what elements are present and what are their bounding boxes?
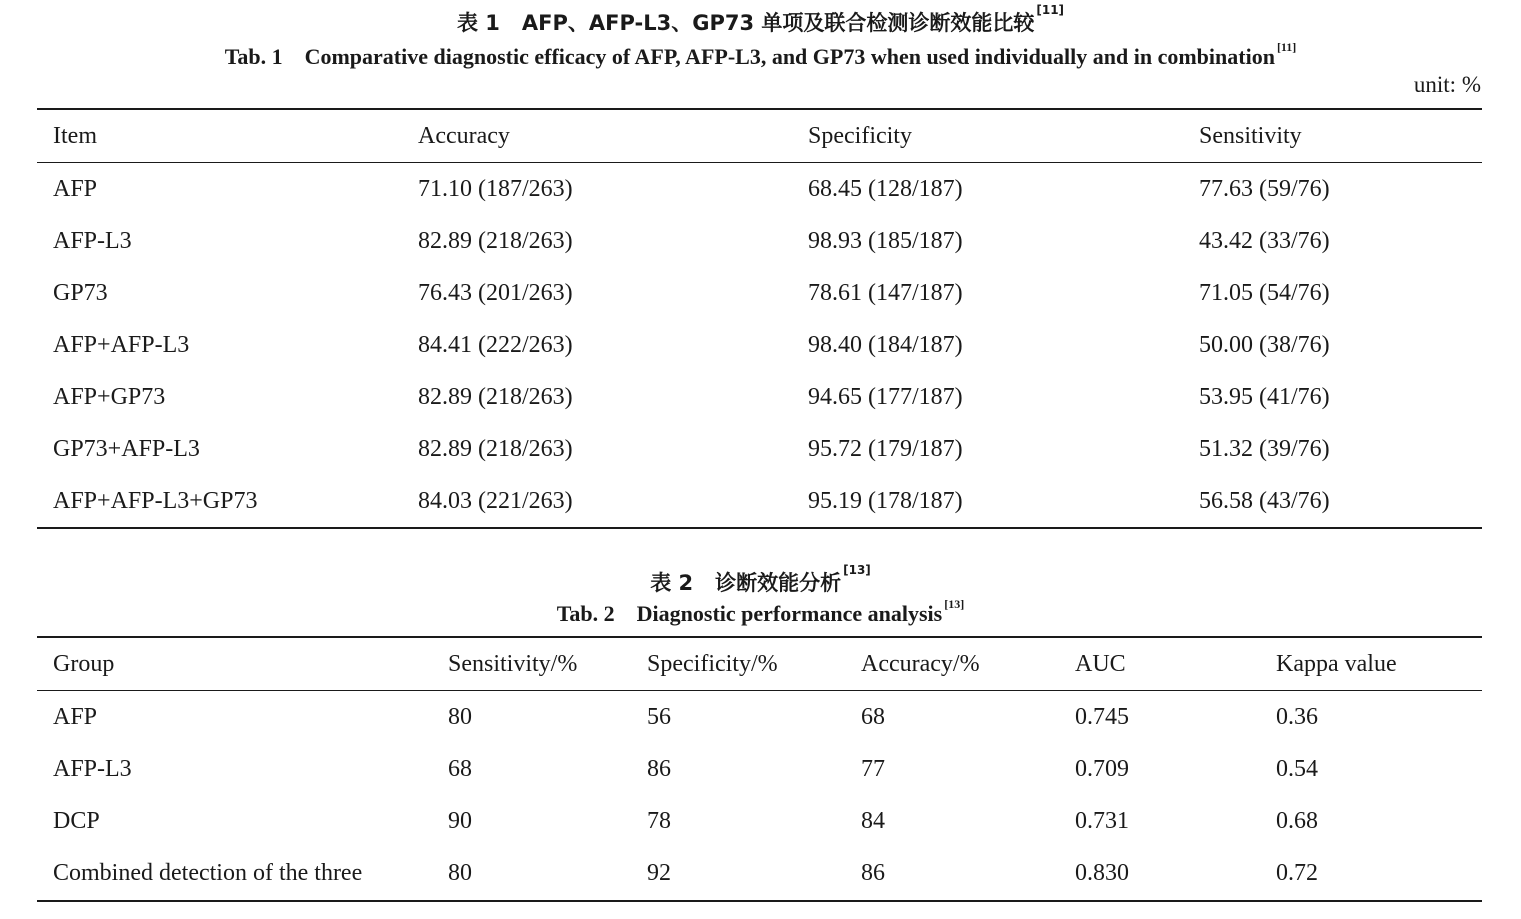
table1-caption-cn [0,3,1521,37]
table1-header-accuracy: Accuracy [418,122,510,149]
table2-header-row [37,637,1482,691]
table2-header-specificity: Specificity/% [647,650,778,677]
table1-cell-specificity: 98.93 (185/187) [808,227,963,254]
table1-cell-sensitivity: 50.00 (38/76) [1199,331,1330,358]
table2-cell-group: Combined detection of the three [53,860,363,887]
table1-cell-specificity: 98.40 (184/187) [808,331,963,358]
table-row [37,163,1482,216]
table1-cell-specificity: 94.65 (177/187) [808,383,963,410]
table-row [37,371,1482,423]
table1-cell-sensitivity: 43.42 (33/76) [1199,227,1330,254]
table2-cell-specificity: 92 [647,860,671,887]
table-row [37,423,1482,475]
table2-cell-accuracy: 84 [861,808,885,835]
table2-header-group: Group [53,650,115,677]
table2-cell-kappa: 0.72 [1276,860,1318,887]
table1-cell-accuracy: 84.03 (221/263) [418,487,573,514]
table2-caption-cn [0,563,1521,597]
table2-cell-accuracy: 68 [861,703,885,730]
table2-caption-cn-number: 表 2 [650,571,694,595]
table2-caption-en-reference: [13] [944,597,965,611]
table-row [37,796,1482,848]
table1-header-item: Item [53,122,97,149]
table2-header-auc: AUC [1075,650,1126,677]
table1-caption-en-text: Comparative diagnostic efficacy of AFP, AFP-L3, and GP73 when used individually and in combination [304,44,1275,69]
table1-caption-en-number: Tab. 1 [224,44,283,69]
table2-cell-sensitivity: 80 [448,703,472,730]
table2-cell-group: AFP [53,703,98,730]
table1-header-sensitivity: Sensitivity [1199,122,1302,149]
table2-cell-auc: 0.731 [1075,808,1129,835]
table1-caption-en [0,40,1521,70]
table1-cell-sensitivity: 71.05 (54/76) [1199,279,1330,306]
table2-cell-kappa: 0.54 [1276,755,1318,782]
table-row [37,691,1482,744]
table2-caption-en-text: Diagnostic performance analysis [636,601,943,626]
table2-header-kappa: Kappa value [1276,650,1397,677]
table2-cell-kappa: 0.36 [1276,703,1318,730]
table1-caption-cn-reference: [11] [1036,3,1065,17]
table1 [37,108,1482,529]
table1-cell-specificity: 95.19 (178/187) [808,487,963,514]
table1-cell-specificity: 95.72 (179/187) [808,435,963,462]
table1-cell-item: GP73 [53,279,108,306]
table-row [37,319,1482,371]
table2 [37,636,1482,902]
table1-unit: unit: % [1413,72,1481,97]
table1-caption-cn-number: 表 1 [456,11,500,35]
table2-cell-sensitivity: 90 [448,808,472,835]
table2-header-sensitivity: Sensitivity/% [448,650,578,677]
table2-caption-cn-reference: [13] [843,563,871,577]
table1-cell-accuracy: 71.10 (187/263) [418,175,573,202]
table1-cell-item: GP73+AFP-L3 [53,435,200,462]
table1-header-row [37,109,1482,163]
table-row [37,848,1482,901]
table1-caption-cn-text: AFP、AFP-L3、GP73 单项及联合检测诊断效能比较 [521,11,1035,35]
table1-cell-item: AFP [53,175,98,202]
table1-cell-item: AFP+GP73 [53,383,166,410]
table2-caption-en [0,597,1521,627]
table1-cell-accuracy: 84.41 (222/263) [418,331,573,358]
table2-cell-sensitivity: 68 [448,755,472,782]
table1-cell-accuracy: 82.89 (218/263) [418,227,573,254]
table1-cell-item: AFP+AFP-L3+GP73 [53,487,258,514]
table2-cell-specificity: 86 [647,755,671,782]
table2-cell-auc: 0.830 [1075,860,1129,887]
table2-cell-group: DCP [53,808,100,835]
table-row [37,743,1482,795]
table1-cell-sensitivity: 53.95 (41/76) [1199,383,1330,410]
table1-header-specificity: Specificity [808,122,912,149]
table2-cell-sensitivity: 80 [448,860,472,887]
table2-cell-specificity: 56 [647,703,671,730]
table2-cell-kappa: 0.68 [1276,808,1318,835]
table-row [37,475,1482,528]
table1-cell-sensitivity: 77.63 (59/76) [1199,175,1330,202]
table2-cell-specificity: 78 [647,808,671,835]
table1-cell-sensitivity: 56.58 (43/76) [1199,487,1330,514]
table1-cell-item: AFP+AFP-L3 [53,331,190,358]
table1-cell-specificity: 68.45 (128/187) [808,175,963,202]
table-row [37,267,1482,319]
table-row [37,215,1482,267]
table2-header-accuracy: Accuracy/% [861,650,980,677]
table2-cell-accuracy: 86 [861,860,885,887]
table1-cell-accuracy: 82.89 (218/263) [418,435,573,462]
table1-cell-sensitivity: 51.32 (39/76) [1199,435,1330,462]
table1-cell-accuracy: 82.89 (218/263) [418,383,573,410]
table2-caption-en-number: Tab. 2 [556,601,615,626]
table2-cell-auc: 0.709 [1075,755,1129,782]
table2-cell-auc: 0.745 [1075,703,1129,730]
table1-cell-item: AFP-L3 [53,227,132,254]
table2-cell-group: AFP-L3 [53,755,132,782]
table2-caption-cn-text: 诊断效能分析 [715,571,842,595]
table1-cell-accuracy: 76.43 (201/263) [418,279,573,306]
table1-cell-specificity: 78.61 (147/187) [808,279,963,306]
table1-caption-en-reference: [11] [1276,40,1297,54]
table2-cell-accuracy: 77 [861,755,885,782]
